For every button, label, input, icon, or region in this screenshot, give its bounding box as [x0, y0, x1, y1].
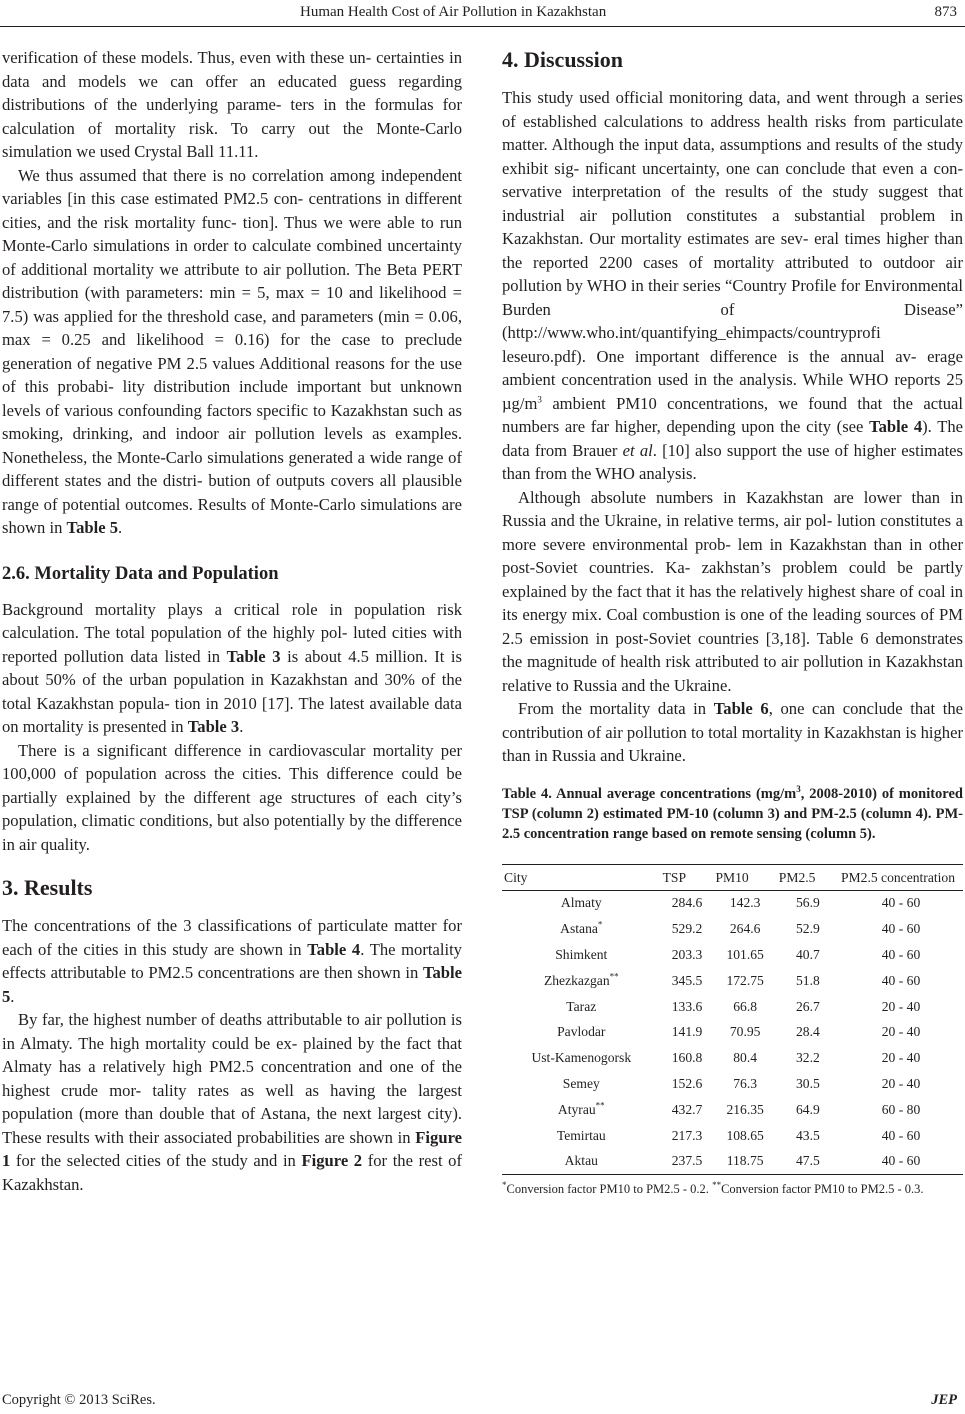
column-header: TSP [661, 864, 714, 890]
paragraph: By far, the highest number of deaths attributable to air pollution is in Almaty. The high mortality could be ex- plained by the fact that Almaty has a relatively high PM2.5 concentration and one of the highest crude mor- tality rates as well as having the largest population (more than double that of Astana, the next largest city). These results with their associated probabilities are shown in Figure 1 for the selected cities of the study and in Figure 2 for the rest of Kazakhstan. [2, 1010, 462, 1194]
pm25-cell: 40.7 [796, 946, 820, 962]
table-row [502, 1097, 963, 1123]
paragraph: This study used official monitoring data, and went through a series of established calculations to address health risks from particulate matter. Although the input data, assumptions and results of the study exhibit sig- nificant uncertainty, one can conclude that even a con- servative interpretation of the results of the study suggest that industrial air pollution constitutes a substantial problem in Kazakhstan. Our mortality estimates are sev- eral times higher than the reported 2200 cases of mortality attributed to outdoor air pollution by WHO in their series “Country Profile for Environmental Burden of Disease” (http://www.who.int/quantifying_ehimpacts/countryprofi leseuro.pdf). One important difference is the annual av- erage ambient concentration used in the analysis. While WHO reports 25 $\mu g/m^3$ ambient PM10 concentrations, we found that the actual numbers are far higher, depending upon the city (see Table 4). The data from Brauer et al. [10] also support the use of higher estimates than from the WHO analysis. [502, 88, 964, 483]
city-cell: Atyrau** [557, 1100, 605, 1117]
table-caption: Table 4. Annual average concentrations ($mg/m^3$, 2008-2010) of monitored TSP (column 2) estimated PM-10 (column 3) and PM-2.5 (column 4). PM-2.5 concentration range based on remote sensing (column 5). [502, 783, 963, 842]
header-rule [0, 26, 965, 27]
paragraph: There is a significant difference in cardiovascular mortality per 100,000 of population across the cities. This difference could be partially explained by the different age structures of each city’s population, climatic conditions, but also potentially by the difference in air quality. [2, 740, 462, 854]
concentrations-table [502, 864, 963, 1176]
table-footnote: *Conversion factor PM10 to PM2.5 - 0.2. **Conversion factor PM10 to PM2.5 - 0.3. [502, 1180, 924, 1197]
range-cell: 40 - 60 [881, 921, 921, 937]
tsp-cell: 203.3 [671, 946, 703, 962]
tsp-cell: 160.8 [671, 1050, 703, 1066]
pm25-cell: 52.9 [796, 921, 820, 937]
pm25-cell: 56.9 [796, 895, 820, 911]
city-cell: Semey [562, 1075, 600, 1091]
range-cell: 40 - 60 [881, 972, 921, 988]
column-header: PM2.5 concentration [839, 864, 963, 890]
tsp-cell: 529.2 [671, 921, 703, 937]
section-heading-results: 3. Results [2, 875, 93, 900]
table-ref: Table 3 [226, 646, 281, 666]
section-heading: 2.6. Mortality Data and Population [2, 563, 279, 584]
section-heading-discussion: 4. Discussion [502, 47, 624, 72]
table-row [502, 1071, 963, 1097]
pm10-cell: 142.3 [729, 895, 761, 911]
pm10-cell: 118.75 [713, 1148, 776, 1174]
pm10-cell: 264.6 [729, 921, 761, 937]
pm10-cell: 80.4 [733, 1050, 758, 1066]
pm25-cell: 30.5 [796, 1075, 820, 1091]
table-ref: Table 3 [187, 717, 240, 736]
table-header-row [502, 864, 963, 890]
figure-ref: Figure 2 [301, 1151, 363, 1170]
range-cell: 20 - 40 [881, 1050, 921, 1066]
paragraph: The concentrations of the 3 classifications of particulate matter for each of the cities in this study are shown in Table 4. The mortality effects attributable to PM2.5 concentrations are then shown in Table 5. [2, 916, 462, 1006]
journal-abbrev: JEP [931, 1392, 957, 1408]
right-column [502, 46, 963, 1197]
table-row [502, 942, 963, 968]
page-number: 873 [934, 4, 957, 20]
city-cell: Astana* [560, 919, 603, 937]
table-ref: Table 4 [869, 417, 923, 436]
column-header: City [502, 864, 661, 890]
tsp-cell: 432.7 [671, 1101, 703, 1117]
pm10-cell: 76.3 [733, 1075, 758, 1091]
pm10-cell: 101.65 [726, 946, 764, 962]
table-ref: Table 4 [307, 939, 361, 959]
pm10-cell: 70.95 [729, 1024, 761, 1040]
table-row [502, 1019, 963, 1045]
range-cell: 20 - 40 [881, 1075, 921, 1091]
pm10-cell: 216.35 [726, 1101, 764, 1117]
column-header: PM2.5 [777, 864, 839, 890]
table-row [502, 890, 963, 916]
paragraph: We thus assumed that there is no correlation among independent variables [in this case estimated PM2.5 con- centrations in different cities, and the risk mortality func- tion]. Thus we were able to run Monte-Carlo simulations in order to calculate combined uncertainty of additional mortality we attribute to air pollution. The Beta PERT distribution (with parameters: min = 5, max = 10 and likelihood = 7.5) was applied for the threshold case, and parameters (min = 0.06, max = 0.25 and likelihood = 0.16) for the case to preclude generation of negative PM 2.5 values Additional reasons for the use of this probabi- lity distribution include important but unknown levels of various confounding factors specific to Kazakhstan such as smoking, drinking, and indoor air pollution levels as examples. Nonetheless, the Monte-Carlo simulations generated a wide range of different states and the distri- bution of outputs covers all plausible range of potential outcomes. Results of Monte-Carlo simulations are shown in Table 5. [2, 165, 462, 537]
city-cell: Pavlodar [557, 1024, 606, 1040]
pm25-cell: 47.5 [777, 1148, 839, 1174]
figure-ref: Figure 1 [2, 1127, 462, 1170]
paragraph: Background mortality plays a critical role in population risk calculation. The total population of the highly pol- luted cities with reported pollution data listed in Table 3 is about 4.5 million. It is about 50% of the urban population in Kazakhstan and 30% of the total Kazakhstan popula- tion in 2010 [17]. The latest available data on mortality is presented in Table 3. [2, 599, 462, 736]
table-ref: Table 5 [2, 963, 462, 1006]
left-column [2, 46, 462, 1196]
column-header: PM10 [713, 864, 776, 890]
range-cell: 20 - 40 [881, 998, 921, 1014]
range-cell: 60 - 80 [881, 1101, 921, 1117]
city-cell: Aktau [502, 1148, 661, 1174]
table-row [502, 1045, 963, 1071]
tsp-cell: 284.6 [671, 895, 703, 911]
tsp-cell: 345.5 [671, 972, 703, 988]
running-title: Human Health Cost of Air Pollution in Kazakhstan [300, 4, 607, 20]
range-cell: 40 - 60 [839, 1148, 963, 1174]
city-cell: Taraz [566, 998, 597, 1014]
city-cell: Temirtau [556, 1127, 606, 1143]
pm10-cell: 172.75 [726, 972, 764, 988]
page-header [0, 0, 965, 30]
range-cell: 40 - 60 [881, 895, 921, 911]
city-cell: Shimkent [555, 946, 608, 962]
paragraph: Although absolute numbers in Kazakhstan are lower than in Russia and the Ukraine, in relative terms, air pol- lution constitutes a more severe environmental prob- lem in Kazakhstan than in other post-Soviet countries. Ka- zakhstan’s problem could be partly explained by the fact that it has the relatively highest share of coal in its energy mix. Coal combustion is one of the leading sources of PM 2.5 emission in post-Soviet countries [3,18]. Table 6 demonstrates the magnitude of health risk attributed to air pollution in Kazakhstan relative to Russia and the Ukraine. [502, 487, 963, 695]
city-cell: Ust-Kamenogorsk [531, 1050, 632, 1066]
copyright: Copyright © 2013 SciRes. [2, 1392, 156, 1408]
pm10-cell: 66.8 [733, 998, 758, 1014]
pm25-cell: 26.7 [796, 998, 820, 1014]
range-cell: 20 - 40 [881, 1024, 921, 1040]
range-cell: 40 - 60 [881, 946, 921, 962]
range-cell: 40 - 60 [881, 1127, 921, 1143]
pm25-cell: 28.4 [796, 1024, 820, 1040]
paragraph: From the mortality data in Table 6, one can conclude that the contribution of air pollution to total mortality in Kazakhstan is higher than in Russia and Ukraine. [502, 699, 963, 765]
table-row [502, 1123, 963, 1149]
city-cell: Zhezkazgan** [543, 971, 619, 988]
table-row [502, 1148, 963, 1174]
pm25-cell: 51.8 [796, 972, 820, 988]
tsp-cell: 217.3 [671, 1127, 703, 1143]
pm25-cell: 32.2 [796, 1050, 820, 1066]
paragraph: verification of these models. Thus, even with these un- certainties in data and models we can offer an educated guess regarding distributions of the underlying parame- ters in the formulas for calculation of mortality risk. To carry out the Monte-Carlo simulation we used Crystal Ball 11.11. [2, 48, 462, 161]
pm10-cell: 108.65 [726, 1127, 764, 1143]
pm25-cell: 64.9 [796, 1101, 820, 1117]
tsp-cell: 133.6 [671, 998, 703, 1014]
tsp-cell: 152.6 [671, 1075, 703, 1091]
url-text: (http://www.who.int/quantifying_ehimpacts/countryprofi leseuro.pdf). [502, 323, 881, 366]
table-ref: Table 6 [713, 699, 769, 718]
city-cell: Almaty [560, 895, 602, 911]
table-row [502, 968, 963, 994]
table-row [502, 994, 963, 1020]
tsp-cell: 237.5 [661, 1148, 714, 1174]
table-ref: Table 5 [66, 518, 119, 537]
table-row [502, 916, 963, 942]
tsp-cell: 141.9 [671, 1024, 703, 1040]
pm25-cell: 43.5 [796, 1127, 820, 1143]
